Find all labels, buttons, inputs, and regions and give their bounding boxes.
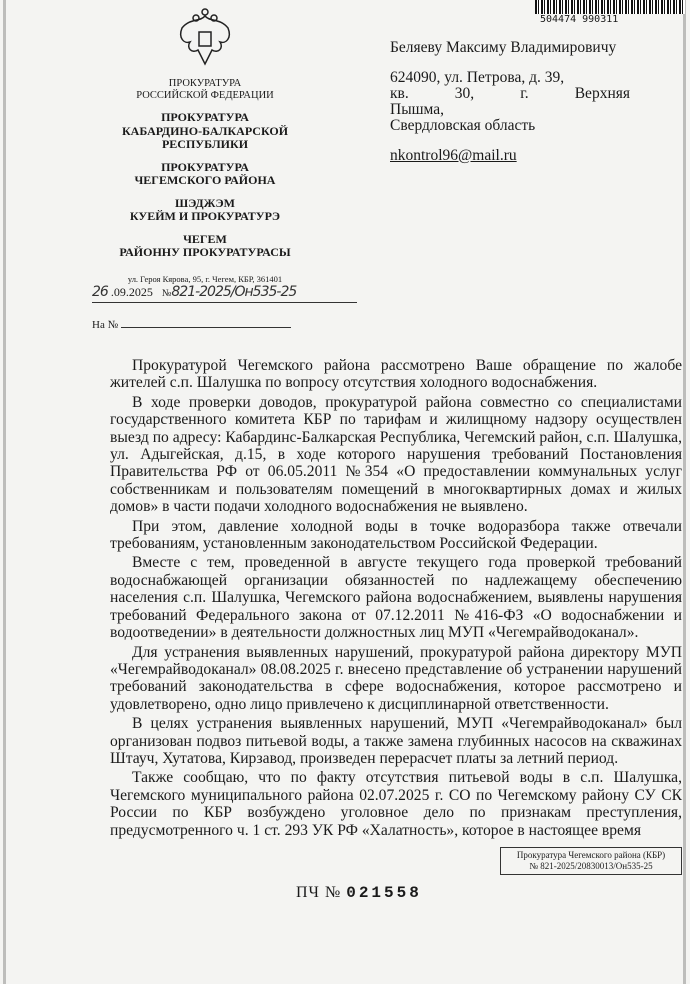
org-line: ЧЕГЕМ [183,231,227,246]
org-line: ПРОКУРАТУРА [161,110,249,124]
paragraph: Прокуратурой Чегемского района рассмотрено Ваше обращение по жалобе жителей с.п. Шалушка по вопросу отсутствия холодного водоснабжения. [110,357,682,392]
coat-of-arms-icon [170,8,240,70]
recipient-address: Свердловская область [390,117,536,134]
barcode-number: 504474 990311 [540,14,619,25]
date-month-year: .09.2025 [110,285,153,299]
paragraph: Также сообщаю, что по факту отсутствия питьевой воды в с.п. Шалушка, Чегемского муниципального района 02.07.2025 г. СО по Чегемскому району СУ СК России по КБР возбуждено уголовное дело по признакам преступления, предусмотренного ч. 1 ст. 293 УК РФ «Халатность», которое в настоящее время [110,769,682,839]
org-line: ШЭДЖЭМ [175,195,235,210]
recipient-block [390,40,630,178]
registration-stamp [500,847,682,875]
recipient-name: Беляеву Максиму Владимировичу [390,39,617,56]
date-number-line [92,281,357,303]
form-number [296,883,682,903]
recipient-address: 624090, ул. Петрова, д. 39, [390,69,565,86]
org-line: КАБАРДИНО-БАЛКАРСКОЙ [121,123,289,138]
stamp-line: № 821-2025/20830013/Он535-25 [529,860,653,871]
form-number-label: ПЧ № [296,883,342,901]
org-line: КУЕЙМ И ПРОКУРАТУРЭ [129,209,281,223]
scan-artifact [3,0,6,984]
letter-body [110,357,682,839]
stamp-line: Прокуратура Чегемского района (КБР) [516,849,666,860]
form-number-value: 021558 [346,883,422,902]
reply-blank [121,318,291,328]
paragraph: В ходе проверки доводов, прокуратурой района совместно со специалистами государственного комитета КБР по тарифам и жилищному надзору осуществлен выезд по адресу: Кабардинс-Балкарская Республика, Чегемский район, с.п. Шалушка, ул. Адыгейская, д.15, в ходе которого нарушения требований Постановления Правительства РФ от 06.05.2011 №354 «О предоставлении коммунальных услуг собственникам и пользователям помещений в многоквартирных домах и жилых домов» в части подачи холодного водоснабжения не выявлено. [110,393,682,516]
header-line: ПРОКУРАТУРА [168,78,242,89]
paragraph: В целях устранения выявленных нарушений, МУП «Чегемрайводоканал» был организован подвоз питьевой воды, а также замена глубинных насосов на скважинах Штауч, Хутатова, Кирзавод, произведен перерасчет платы за летний период. [110,715,682,767]
header-line: РОССИЙСКОЙ ФЕДЕРАЦИИ [136,90,274,101]
letterhead [80,0,330,284]
reply-label: На № [92,319,119,331]
recipient-email[interactable]: nkontrol96@mail.ru [390,147,517,164]
recipient-address: кв. 30, г. Верхняя Пышма, [390,85,630,118]
org-line: ЧЕГЕМСКОГО РАЙОНА [134,173,276,187]
barcode [535,0,685,14]
paragraph: Вместе с тем, проведенной в августе текущего года проверкой требований водоснабжающей организации обязанностей по надлежащему обеспечению населения с.п. Шалушка, Чегемского района водоснабжением, выявлены нарушения требований Федерального закона от 07.12.2011 №416-ФЗ «О водоснабжении и водоотведении» в деятельности должностных лиц МУП «Чегемрайводоканал». [110,554,682,642]
reply-to-line [92,318,312,332]
org-line: ПРОКУРАТУРА [161,159,249,174]
letter-content [110,357,682,903]
org-line: РЕСПУБЛИКИ [161,137,249,151]
paragraph: Для устранения выявленных нарушений, прокуратурой района директору МУП «Чегемрайводоканал» 08.08.2025 г. внесено представление об устранении нарушений требований законодательства в сфере водоснабжения, которое рассмотрено и удовлетворено, одно лицо привлечено к дисциплинарной ответственности. [110,643,682,713]
sender-address: ул. Героя Кярова, 95, г. Чегем, КБР, 361401 [127,273,283,284]
scan-artifact [683,0,686,984]
outgoing-number: 821-2025/Он535-25 [171,284,297,300]
paragraph: При этом, давление холодной воды в точке водоразбора также отвечали требованиям, установленным законодательством Российской Федерации. [110,517,682,553]
date-day: 26 [92,284,108,300]
number-label: № [161,288,172,299]
org-line: РАЙОННУ ПРОКУРАТУРАСЫ [119,245,291,259]
